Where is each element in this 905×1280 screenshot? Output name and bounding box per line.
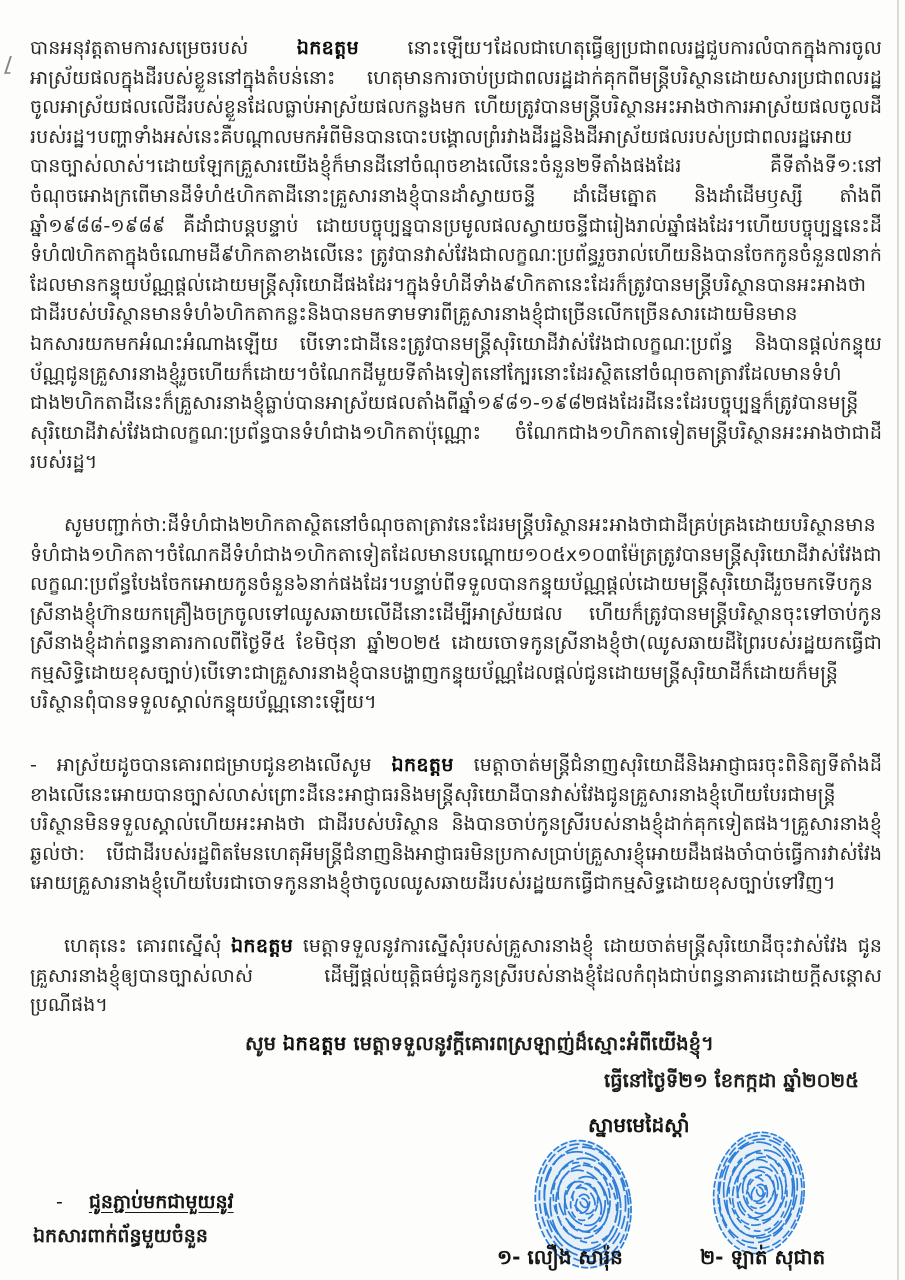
text-run: នោះឡើយ។ដែលជាហេតុធ្វើឲ្យប្រជាពលរដ្ឋជួបការលំបាកក្នុងការចូលអាស្រ័យផលក្នុងដីរបស់ខ្លួននៅក្នុងតំបន់នោះ ហេតុមានការចាប់ប្រជាពលរដ្ឋដាក់គុកពីមន្ត្រីបរិស្ថានដោយសារប្រជាពលរដ្ឋចូលអាស្រ័យផលលើដីរបស់ខ្លួនដែលធ្លាប់អាស្រ័យផលកន្លងមក ហើយត្រូវបានមន្ត្រីបរិស្ថានអះអាងថាការអាស្រ័យផលចូលដីរបស់រដ្ឋ។បញ្ហាទាំងអស់នេះគឺបណ្តាលមកអំពីមិនបានបោះបង្គោលព្រំរវាងដីរដ្ឋនិងដីអាស្រ័យផលរបស់ប្រជាពលរដ្ឋអោយបានច្បាស់លាស់។ដោយឡែកគ្រួសារយើងខ្ញុំក៏មានដីនៅចំណុចខាងលើនេះចំនួន២ទីតាំងផងដែរ គឺទីតាំងទី១:នៅចំណុចអោងក្រពើមានដីទំហំ៥ហិកតាដីនោះគ្រួសារនាងខ្ញុំបានដាំស្វាយចន្ទី ដាំដើមត្នោត និងដាំដើមឫស្សី តាំងពីឆ្នាំ១៩៨៨-១៩៨៩ គឺដាំជាបន្តបន្ទាប់ ដោយបច្ចុប្បន្នបានប្រមូលផលស្វាយចន្ទីជារៀងរាល់ឆ្នាំផងដែរ។ហើយបច្ចុប្បន្ននេះដីទំហំ៧ហិកតាក្នុងចំណោមដី៩ហិកតាខាងលើនេះ ត្រូវបានវាស់វែងជាលក្ខណៈប្រព័ន្ធរួចរាល់ហើយនិងបានចែកកូនចំនួន៧នាក់ ដែលមានកន្ទុយប័ណ្ណផ្តល់ដោយមន្ត្រីសុរិយោដីផងដែរ។ក្នុងទំហំដីទាំង៩ហិកតានេះដែរក៏ត្រូវបានមន្ត្រីបរិស្ថានបានអះអាងថាជាដីរបស់បរិស្ថានមានទំហំ៦ហិកតាកន្លះនិងបានមកទាមទារពីគ្រួសារនាងខ្ញុំជាច្រើនលើកច្រើនសារដោយមិនមានឯកសារយកមកអំណះអំណាងឡើយ បើទោះជាដីនេះត្រូវបានមន្ត្រីសុរិយោដីវាស់វែងជាលក្ខណៈប្រព័ន្ធ និងបានផ្តល់កន្ទុយប័ណ្ណជូនគ្រួសារនាងខ្ញុំរួចហើយក៏ដោយ។ចំណែកដីមួយទីតាំងទៀតនៅក្បែរនោះដែរស្ថិតនៅចំណុចតាត្រាវដែលមានទំហំជាង២ហិកតាដីនេះក៏គ្រួសារនាងខ្ញុំធ្លាប់បានអាស្រ័យផលតាំងពីឆ្នាំ១៩៨១-១៩៨២ផងដែរដីនេះដែរបច្ចុប្បន្នក៏ត្រូវបានមន្ត្រីសុរិយោដីវាស់វែងជាលក្ខណៈប្រព័ន្ធបានទំហំជាង១ហិកតាប៉ុណ្ណោះ ចំណែកជាង១ហិកតាទៀតមន្ត្រីបរិស្ថានអះអាងថាជាដីរបស់រដ្ឋ។	[30, 37, 882, 474]
thumbprint-label: ស្នាមមេដៃស្តាំ	[588, 1113, 690, 1137]
signer-name-2: ២- ឡាត់ សុជាត	[700, 1245, 826, 1269]
honorific-bold: ឯកឧត្តម	[296, 37, 360, 59]
paragraph	[30, 932, 882, 1021]
text-run: មេត្តាទទួលនូវការស្នើសុំរបស់គ្រួសារនាងខ្ញុំ ដោយចាត់មន្ត្រីសុរិយោដីចុះវាស់វែង ជូនគ្រួសារនាងខ្ញុំឲ្យបានច្បាស់លាស់ ដើម្បីផ្តល់យុត្តិធម៌ជូនកូនស្រីរបស់នាងខ្ញុំដែលកំពុងជាប់ពន្ធនាគារដោយក្តីសន្តោសប្រណីផង។	[30, 935, 883, 1017]
attachment-subtitle: ឯកសារពាក់ព័ន្ធមួយចំនួន	[33, 1225, 208, 1247]
text-run: មេត្តាទទួលនូវក្តីគោរពស្រឡាញ់ដ៏ស្មោះអំពីយើងខ្ញុំ។	[346, 1032, 714, 1055]
attachment-title-text: ជូនភ្ជាប់មកជាមួយនូវ	[88, 1191, 234, 1213]
honorific-bold: ឯកឧត្តម	[391, 754, 454, 777]
attachment-dash: -	[56, 1191, 63, 1213]
paragraph	[30, 511, 882, 718]
paragraph	[30, 34, 882, 478]
text-run: បានអនុវត្តតាមការសម្រេចរបស់	[30, 37, 297, 59]
honorific-bold: ឯកឧត្តម	[282, 1032, 347, 1055]
honorific-bold: ឯកឧត្តម	[230, 935, 294, 958]
paragraph	[30, 751, 882, 899]
closing-line	[245, 1031, 714, 1060]
fingerprint-right	[704, 1123, 815, 1261]
date-line: ធ្វើនៅថ្ងៃទី២១ ខែកក្កដា ឆ្នាំ២០២៥	[604, 1069, 859, 1092]
letter-body	[30, 34, 882, 1054]
text-run: សូម	[245, 1032, 283, 1055]
attachment-title	[56, 1190, 234, 1218]
text-run: - អាស្រ័យដូចបានគោរពជម្រាបជូនខាងលើសូម	[30, 754, 392, 777]
text-run: សូមបញ្ជាក់ថា:ដីទំហំជាង២ហិកតាស្ថិតនៅចំណុចតាត្រាវនេះដែរមន្ត្រីបរិស្ថានអះអាងថាជាដីគ្រប់គ្រងដោយបរិស្ថានមានទំហំជាង១ហិកតា។ចំណែកដីទំហំជាង១ហិកតាទៀតដែលមានបណ្តោយ១០៥x១០៣ម៉ែត្រត្រូវបានមន្ត្រីសុរិយោដីវាស់វែងជាលក្ខណៈប្រព័ន្ធបែងចែកអោយកូនចំនួន៦នាក់ផងដែរ។បន្ទាប់ពីទទួលបានកន្ទុយប័ណ្ណផ្តល់ដោយមន្ត្រីសុរិយោដីរួចមកទើបកូនស្រីនាងខ្ញុំហ៊ានយកគ្រឿងចក្រចូលទៅឈូសឆាយលើដីនោះដើម្បីអាស្រ័យផល ហើយក៏ត្រូវបានមន្ត្រីបរិស្ថានចុះទៅចាប់កូនស្រីនាងខ្ញុំដាក់ពន្ធនាគារកាលពីថ្ងៃទី៥ ខែមិថុនា ឆ្នាំ២០២៥ ដោយចោទកូនស្រីនាងខ្ញុំថា(ឈូសឆាយដីព្រៃរបស់រដ្ឋយកធ្វើជាកម្មសិទ្ធិដោយខុសច្បាប់)បើទោះជាគ្រួសារនាងខ្ញុំបានបង្ហាញកន្ទុយប័ណ្ណដែលផ្តល់ជូនដោយមន្ត្រីសុរិយាដីក៏ដោយក៏មន្ត្រីបរិស្ថានពុំបានទទួលស្គាល់កន្ទុយប័ណ្ណនោះឡើយ។	[30, 513, 882, 714]
signer-name-1: ១- លឿង សារ៉ុន	[497, 1245, 623, 1269]
scan-artifact	[4, 56, 16, 74]
text-run: ហេតុនេះ គោរពស្នើសុំ	[64, 935, 231, 958]
scan-edge-shadow	[897, 0, 899, 1280]
text-run: មេត្តាចាត់មន្ត្រីជំនាញសុរិយោដីនិងអាជ្ញាធរចុះពិនិត្យទីតាំងដីខាងលើនេះអោយបានច្បាស់លាស់ព្រោះដីនេះអាជ្ញាធរនិងមន្ត្រីសុរិយោដីបានវាស់វែងជូនគ្រួសារនាងខ្ញុំហើយបែរជាមន្ត្រីបរិស្ថានមិនទទួលស្គាល់ហើយអះអាងថា ជាដីរបស់បរិស្ថាន និងបានចាប់កូនស្រីរបស់នាងខ្ញុំដាក់គុកទៀតផង។គ្រួសារនាងខ្ញុំឆ្ងល់ថា: បើជាដីរបស់រដ្ឋពិតមែនហេតុអីមន្ត្រីជំនាញនិងអាជ្ញាធរមិនប្រកាសប្រាប់គ្រួសារខ្ញុំអោយដឹងផងចាំបាច់ធ្វើការវាស់វែងអោយគ្រួសារនាងខ្ញុំហើយបែរជាចោទកូននាងខ្ញុំថាចូលឈូសឆាយដីរបស់រដ្ឋយកធ្វើជាកម្មសិទ្ធដោយខុសច្បាប់ទៅវិញ។	[30, 754, 882, 895]
